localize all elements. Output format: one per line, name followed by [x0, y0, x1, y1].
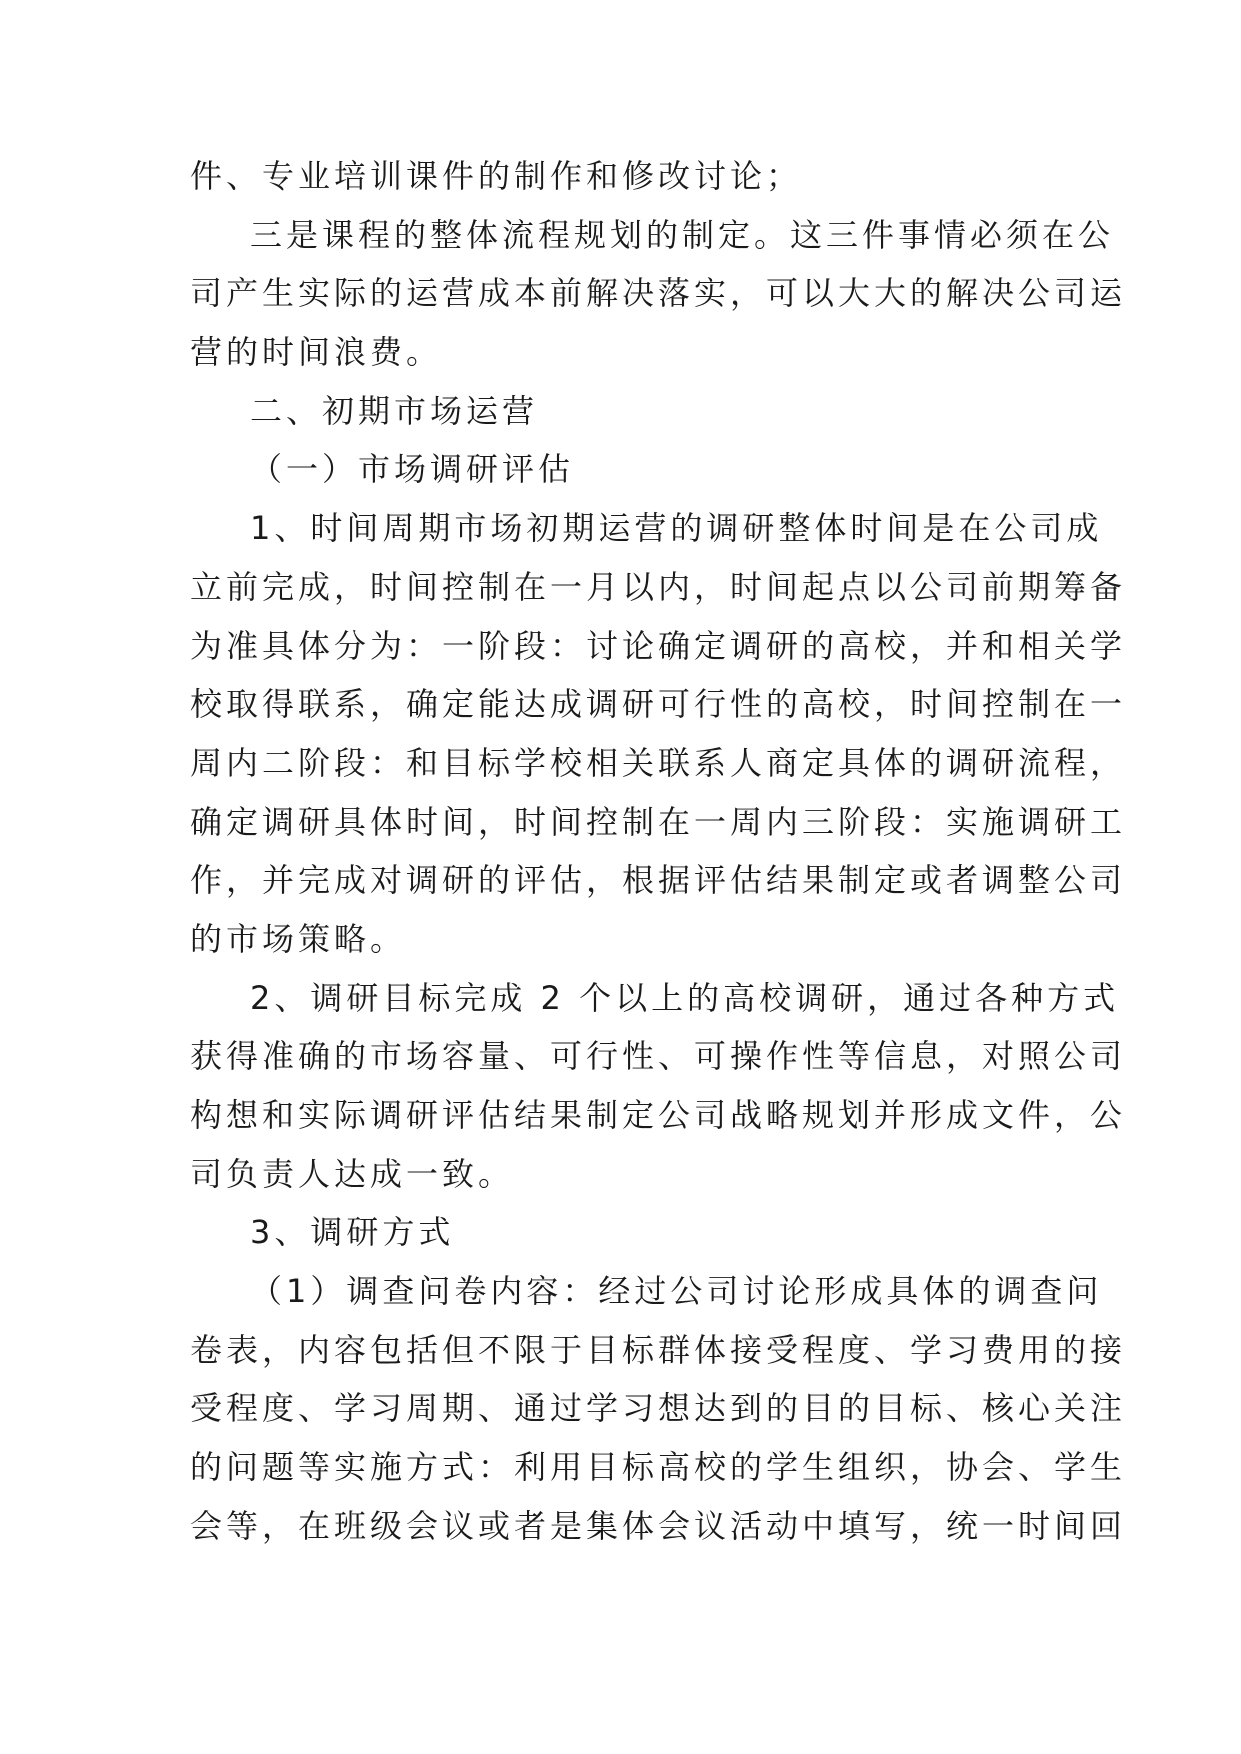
section-heading: 二、初期市场运营	[250, 391, 539, 430]
text-line: 3、调研方式	[250, 1213, 455, 1252]
text-line: 的市场策略。	[190, 919, 407, 958]
text-line: 的问题等实施方式：利用目标高校的学生组织，协会、学生	[190, 1448, 1127, 1487]
document-body	[190, 147, 1127, 1556]
text-line: 营的时间浪费。	[190, 333, 443, 372]
text-line: 件、专业培训课件的制作和修改讨论；	[190, 157, 803, 195]
subsection-heading: （一）市场调研评估	[250, 450, 575, 489]
text-line: （1）调查问卷内容：经过公司讨论形成具体的调查问	[250, 1272, 1103, 1311]
text-line: 为准具体分为：一阶段：讨论确定调研的高校，并和相关学	[190, 626, 1127, 665]
text-line: 获得准确的市场容量、可行性、可操作性等信息，对照公司	[190, 1037, 1127, 1076]
text-line: 作，并完成对调研的评估，根据评估结果制定或者调整公司	[190, 861, 1127, 900]
text-line: 卷表，内容包括但不限于目标群体接受程度、学习费用的接	[190, 1330, 1127, 1369]
text-line: 会等，在班级会议或者是集体会议活动中填写，统一时间回	[190, 1506, 1127, 1545]
text-line: 构想和实际调研评估结果制定公司战略规划并形成文件，公	[190, 1096, 1127, 1134]
text-line: 周内二阶段：和目标学校相关联系人商定具体的调研流程，	[190, 743, 1127, 782]
text-line: 立前完成，时间控制在一月以内，时间起点以公司前期筹备	[190, 567, 1127, 606]
text-line: 司产生实际的运营成本前解决落实，可以大大的解决公司运	[190, 274, 1127, 313]
text-line: 1、时间周期市场初期运营的调研整体时间是在公司成	[250, 509, 1103, 548]
text-line: 司负责人达成一致。	[190, 1154, 515, 1193]
text-line: 确定调研具体时间，时间控制在一周内三阶段：实施调研工	[190, 802, 1127, 841]
text-line: 校取得联系，确定能达成调研可行性的高校，时间控制在一	[190, 685, 1127, 724]
text-line: 受程度、学习周期、通过学习想达到的目的目标、核心关注	[190, 1389, 1127, 1428]
text-line: 三是课程的整体流程规划的制定。这三件事情必须在公	[250, 215, 1115, 254]
text-line: 2、调研目标完成 2 个以上的高校调研，通过各种方式	[250, 978, 1120, 1017]
